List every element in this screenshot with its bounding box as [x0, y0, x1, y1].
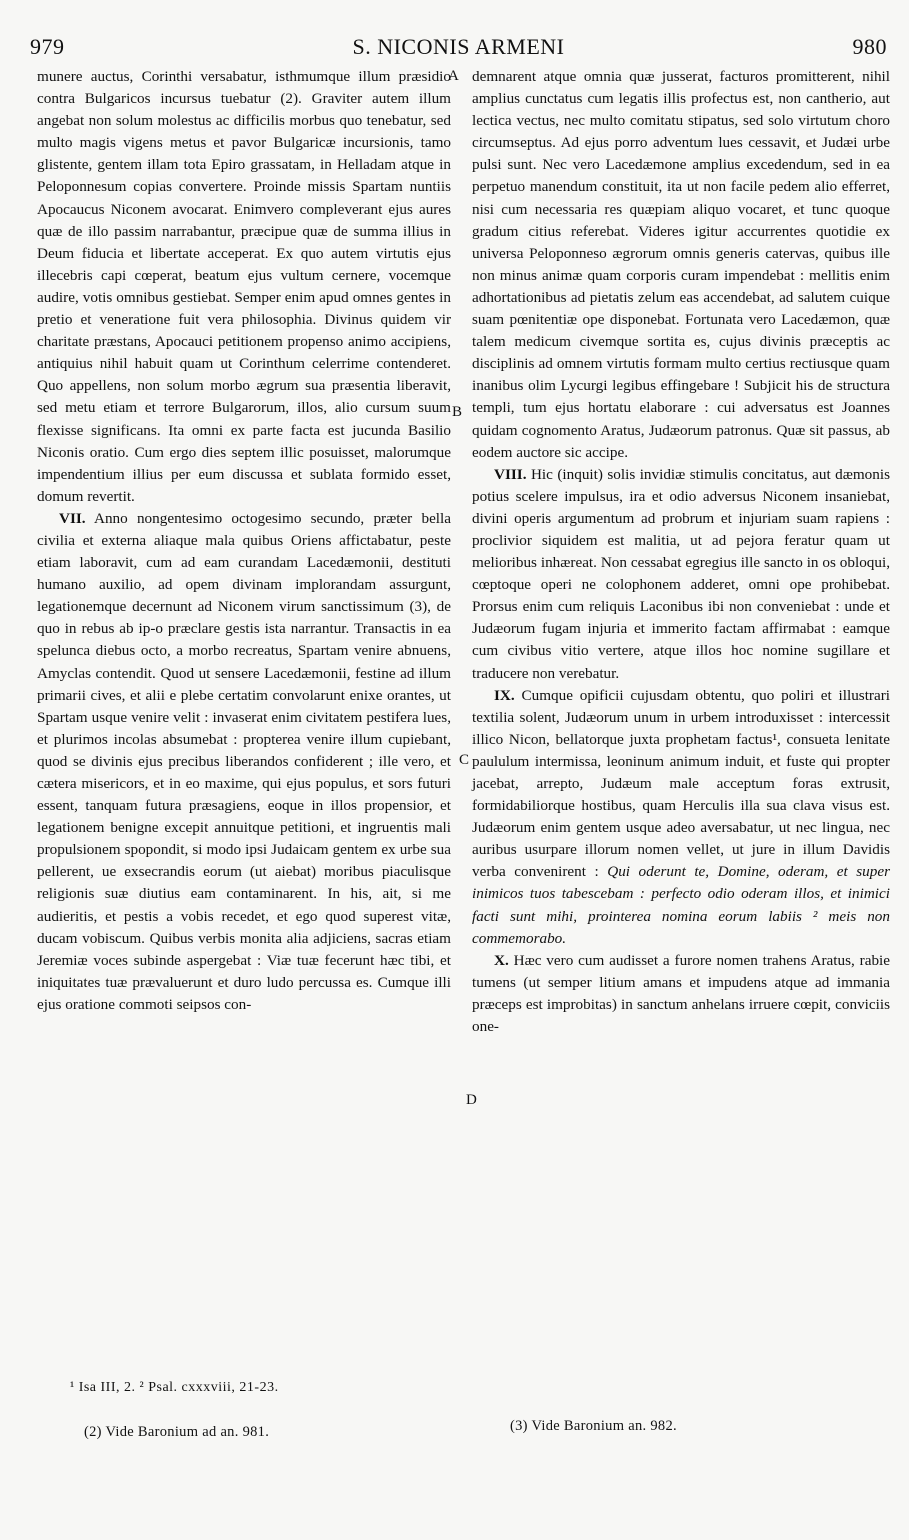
scripture-footnotes: ¹ Isa III, 2. ² Psal. cxxxviii, 21-23. [70, 1380, 279, 1395]
right-column [472, 66, 890, 1038]
section-number-vii: VII. [59, 509, 86, 527]
section-vii-text: Anno nongentesimo octogesimo secundo, præter bella civilia et externa aliaque mala quibus Oriens affictabatur, peste etiam laboravit, cum ad eam curandam Lacedæmonii, destituti humano auxilio, ad opem divinam implorandam assurgunt, legationemque decernunt ad Niconem virum sanctissimum (3), de quo in rebus ab ip-o præclare gestis ista narrantur. Transactis in ea spelunca diebus octo, a morbo recreatus, Spartam venire abnuens, Amyclas contendit. Quod ut sensere Lacedæmonii, festine ad illum primarii cives, et alii e plebe certatim convolarunt enixe orantes, ut Spartam usque venire velit : invaserat enim civitatem pestifera lues, et plurimos incolas absumebat : propterea venire illum cupiebant, quod se divinis ejus precibus liberandos confiderent ; ille vero, et cætera misericors, et in eo maxime, qui ejus populus, et sors futuri essent, tanquam futura præsagiens, eoque in illos propensior, et legationem benigne excepit annuitque petitioni, et ingruentis mali propulsionem spopondit, si modo ipsi Judaicam gentem ex urbe sua pellerent, ue exsecrandis eorum (ut aiebat) moribus piaculisque religionis suæ diutius eam contaminarent. In his, ait, si me audieritis, et pestis a vobis recedet, et ego quod superest vitæ, ducam vobiscum. Quibus verbis monita alia adjiciens, sacras etiam Jeremiæ voces subinde aspergebat : Viæ tuæ fecerunt hæc tibi, et iniquitates tuæ prævaluerunt et duro ludo percussa es. Cumque illi ejus oratione commoti seipsos con- [37, 509, 451, 1013]
right-paragraph-1: demnarent atque omnia quæ jusserat, facturos promitterent, nihil amplius cunctatus cum legatis illis profectus est, non cantherio, aut lectica vectus, nec multo comitatu stipatus, sed solo virtutum choro circumseptus. Ad ejus porro adventum lues cessavit, et Judæi urbe pulsi sunt. Nec vero Lacedæmone amplius excedendum, sed in ea perpetuo manendum constituit, ita ut non facile pedem alio efferret, nisi cum necessaria res quæpiam aliquo vocaret, et tunc quoque gradum citius referebat. Videres igitur accurrentes quotidie ex universa Peloponneso ægrorum omnis generis catervas, quibus ille non minus animæ quam corporis curam impendebat : mellitis enim adhortationibus ad pietatis zelum eas accendebat, ad salutem cuique suam pœnitentiæ ope disponebat. Fortunata vero Lacedæmon, quæ talem medicum civemque sortita es, cujus divinis præceptis ac disciplinis ad omnem virtutis formam multo certius rectiusque quam inanibus olim Lycurgi legibus effingebare ! Subjicit his de structura templi, tum ejus hortatu elaborare : cui adversatus est Joannes quidam cognomento Aratus, Judæorum patronus. Quæ sit passus, ab eodem auctore sic accipe. [472, 68, 890, 461]
section-number-ix: IX. [494, 686, 515, 704]
margin-marker-c: C [459, 752, 470, 768]
page-number-right: 980 [852, 34, 887, 59]
margin-marker-b: B [452, 404, 463, 420]
left-paragraph-1: munere auctus, Corinthi versabatur, isthmumque illum præsidio contra Bulgaricos incursus tuebatur (2). Graviter autem illum angebat non solum molestus ac difficilis morbus quo tenebatur, sed multo magis vigens metus et pavor Bulgaricæ incursionis, tamo glistente, gentem illam tota Epiro grassatam, in Helladam atque in Peloponnesum copias convertere. Proinde missis Spartam nuntiis Apocaucus Niconem avocarat. Enimvero compleverant ejus aures quæ de illo passim narrabantur, præcipue quæ de summa illius in Deum fiducia et libertate acceperat. Ex quo autem virtutis ejus illecebris capi cœperat, beatum ejus vultum cernere, vocemque audire, votis omnibus gestiebat. Semper enim apud omnes gentes in pretio et veneratione fuit vera philosophia. Divinus quidem vir charitate præstans, Apocauci petitionem propenso animo accipiens, antiquius nihil habuit quam ut Corinthum celerrime contenderet. Quo appellens, non solum morbo ægrum sua præsentia liberavit, sed metu etiam et terrore Bulgarorum, illos, alio cursum suum flexisse significans. Ita omni ex parte facta est jucunda Basilio Niconis oratio. Cum ergo dies septem illic posuisset, malorumque impendentium illius per eum discussa et sublata formido esset, domum revertit. [37, 68, 451, 505]
section-number-x: X. [494, 951, 509, 969]
running-title: S. NICONIS ARMENI [352, 34, 565, 59]
section-number-viii: VIII. [494, 465, 527, 483]
page-number-left: 979 [30, 34, 65, 59]
footnote-2: (2) Vide Baronium ad an. 981. [84, 1424, 270, 1440]
right-paragraph-ix [472, 685, 890, 950]
left-paragraph-vii [37, 508, 451, 1016]
margin-marker-a: A [448, 68, 459, 84]
left-column [37, 66, 451, 1016]
section-viii-text: Hic (inquit) solis invidiæ stimulis concitatus, aut dæmonis potius scelere impulsus, ira et odio adversus Niconem insaniebat, divini operis argumentum ad probrum et injuriam suam rapiens : proclivior siquidem est malitia, ut ad pejora feratur quam ut melioribus inhæreat. Non cessabat egregius ille sancto in os obloqui, cœptoque operi ne colophonem adderet, omni ope prohibebat. Prorsus enim cum reliquis Laconibus ibi non conveniebat : unde et Judæorum fugam injuria et immerito factam affirmabat : eamque cum civibus vitio vertere, atque illos hoc nomine sugillare et traducere non verebatur. [472, 465, 891, 682]
right-paragraph-x [472, 950, 890, 1038]
section-x-text: Hæc vero cum audisset a furore nomen trahens Aratus, rabie tumens (ut semper litium amans et impudens atque ad immania præceps est improbitas) in sanctum anhelans irruere cœpit, conviciis one- [472, 951, 890, 1036]
margin-marker-d: D [466, 1092, 477, 1108]
page-header [30, 34, 887, 64]
psalm-quotation: Qui oderunt te, Domine, oderam, et super inimicos tuos tabescebam : perfecto odio oderam illos, et inimici facti sunt mihi, prointerea nomina eorum labiis ² meis non commemorabo. [472, 863, 890, 947]
section-ix-text: Cumque opificii cujusdam obtentu, quo poliri et illustrari textilia solent, Judæorum unum in urbem introduxisset : intercessit illico Nicon, bellatorque juxta prophetam factus¹, consueta lenitate paululum intermissa, leoninum animum induit, et fuste qui propter jacebat, arrepto, Judæum male acceptum foras extrusit, formidabiliorque hostibus, quam Herculis illa sua clava visus est. Judæorum enim gentem usque adeo aversabatur, ut nec lingua, nec auribus usurpare illorum nomen vellet, ut jure in illum Davidis verba convenirent : [472, 686, 890, 881]
footnote-3: (3) Vide Baronium an. 982. [510, 1418, 677, 1434]
right-paragraph-viii [472, 464, 890, 685]
